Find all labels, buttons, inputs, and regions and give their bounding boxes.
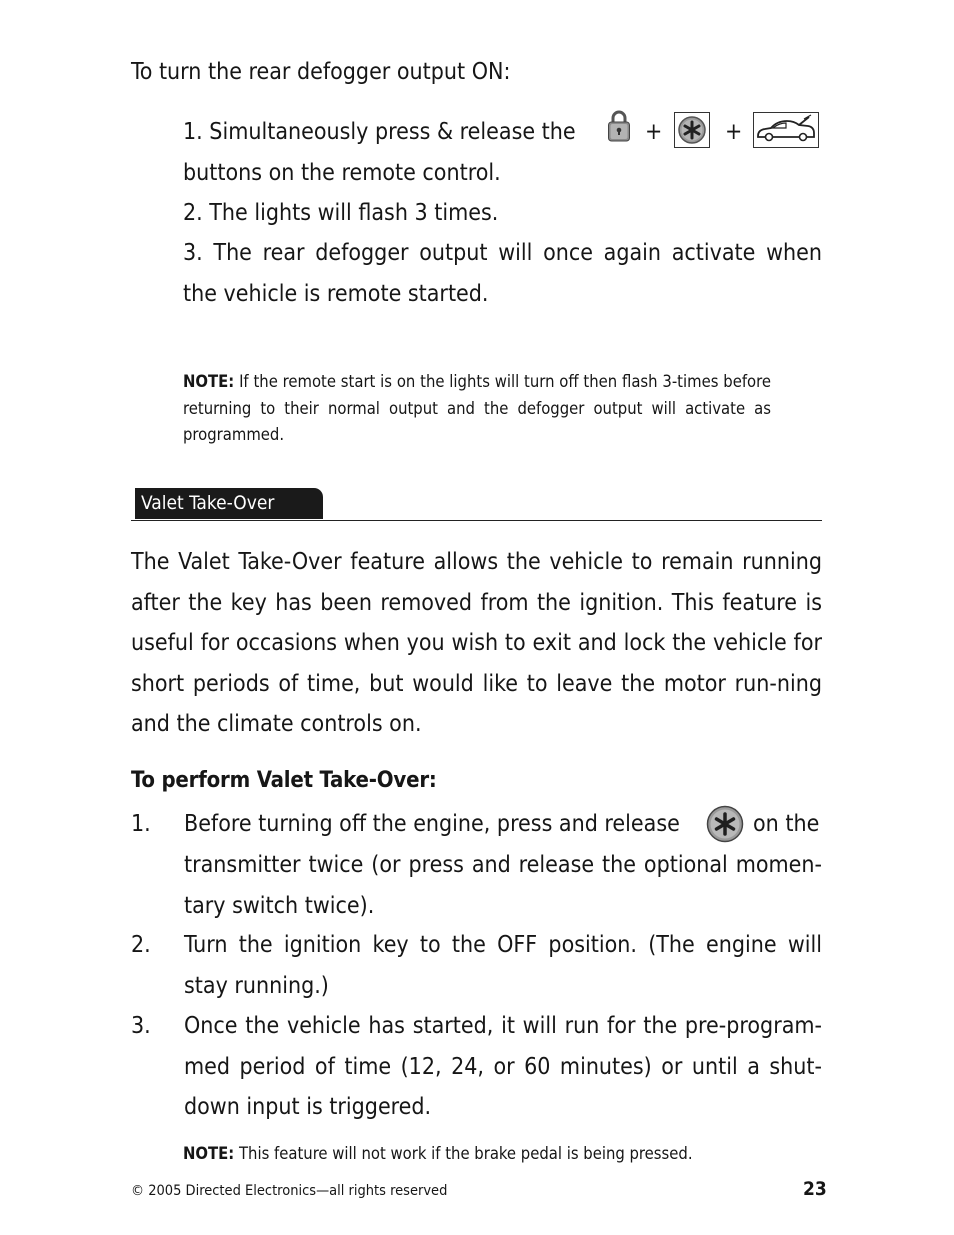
valet-subheading: To perform Valet Take-Over: bbox=[131, 768, 437, 793]
valet-paragraph: The Valet Take-Over feature allows the vehicle to remain running after the key has been removed from the ignition. This feature is useful for occasions when you wish to exit and lock the vehicle for short periods of time, but would like to leave the motor run-ning and the climate controls on. bbox=[131, 549, 822, 737]
lock-icon bbox=[607, 109, 631, 143]
step-1-prefix: 1. Simultaneously press & release the bbox=[183, 119, 576, 145]
note-label: NOTE: bbox=[183, 1144, 235, 1163]
car-trunk-icon bbox=[753, 112, 819, 148]
valet-step-1 bbox=[131, 804, 822, 926]
valet-note bbox=[183, 1141, 823, 1168]
step-1-before-icon: Before turning off the engine, press and release bbox=[184, 811, 680, 837]
plus-sign-1: + bbox=[645, 119, 663, 145]
defogger-intro: To turn the rear defogger output ON: bbox=[131, 59, 511, 85]
step-2-text: Turn the ignition key to the OFF position. (The engine will stay running.) bbox=[184, 932, 822, 999]
section-title-tab: Valet Take-Over bbox=[135, 488, 323, 519]
step-1-after-icon: on the bbox=[753, 811, 820, 837]
valet-step-3 bbox=[131, 1006, 822, 1128]
step-1-rest: transmitter twice (or press and release the optional momen-tary switch twice). bbox=[184, 852, 822, 919]
defogger-step-1-line-1 bbox=[183, 112, 823, 152]
page-number: 23 bbox=[803, 1178, 827, 1200]
defogger-step-2: 2. The lights will flash 3 times. bbox=[183, 200, 499, 226]
step-number: 1. bbox=[131, 811, 151, 837]
step-number: 2. bbox=[131, 932, 151, 958]
defogger-step-1-line-2: buttons on the remote control. bbox=[183, 160, 501, 186]
step-3-text: Once the vehicle has started, it will run for the pre-program-med period of time (12, 24, or 60 minutes) or until a shut-down input is triggered. bbox=[184, 1013, 822, 1120]
asterisk-button-icon bbox=[706, 805, 744, 843]
step-number: 3. bbox=[131, 1013, 151, 1039]
copyright-footer: © 2005 Directed Electronics—all rights reserved bbox=[131, 1183, 448, 1199]
plus-sign-2: + bbox=[725, 119, 743, 145]
note-label: NOTE: bbox=[183, 372, 235, 391]
defogger-step-3-line-1: 3. The rear defogger output will once again activate when bbox=[183, 240, 822, 266]
valet-step-2 bbox=[131, 925, 822, 1007]
defogger-note bbox=[183, 369, 771, 449]
section-header-bar bbox=[131, 488, 822, 521]
defogger-step-3-line-2: the vehicle is remote started. bbox=[183, 281, 489, 307]
note-text: If the remote start is on the lights will turn off then flash 3-times before returning to their normal output and the defogger output will activate as programmed. bbox=[183, 372, 771, 444]
asterisk-button-icon bbox=[674, 112, 710, 148]
note-text: This feature will not work if the brake pedal is being pressed. bbox=[238, 1144, 693, 1163]
